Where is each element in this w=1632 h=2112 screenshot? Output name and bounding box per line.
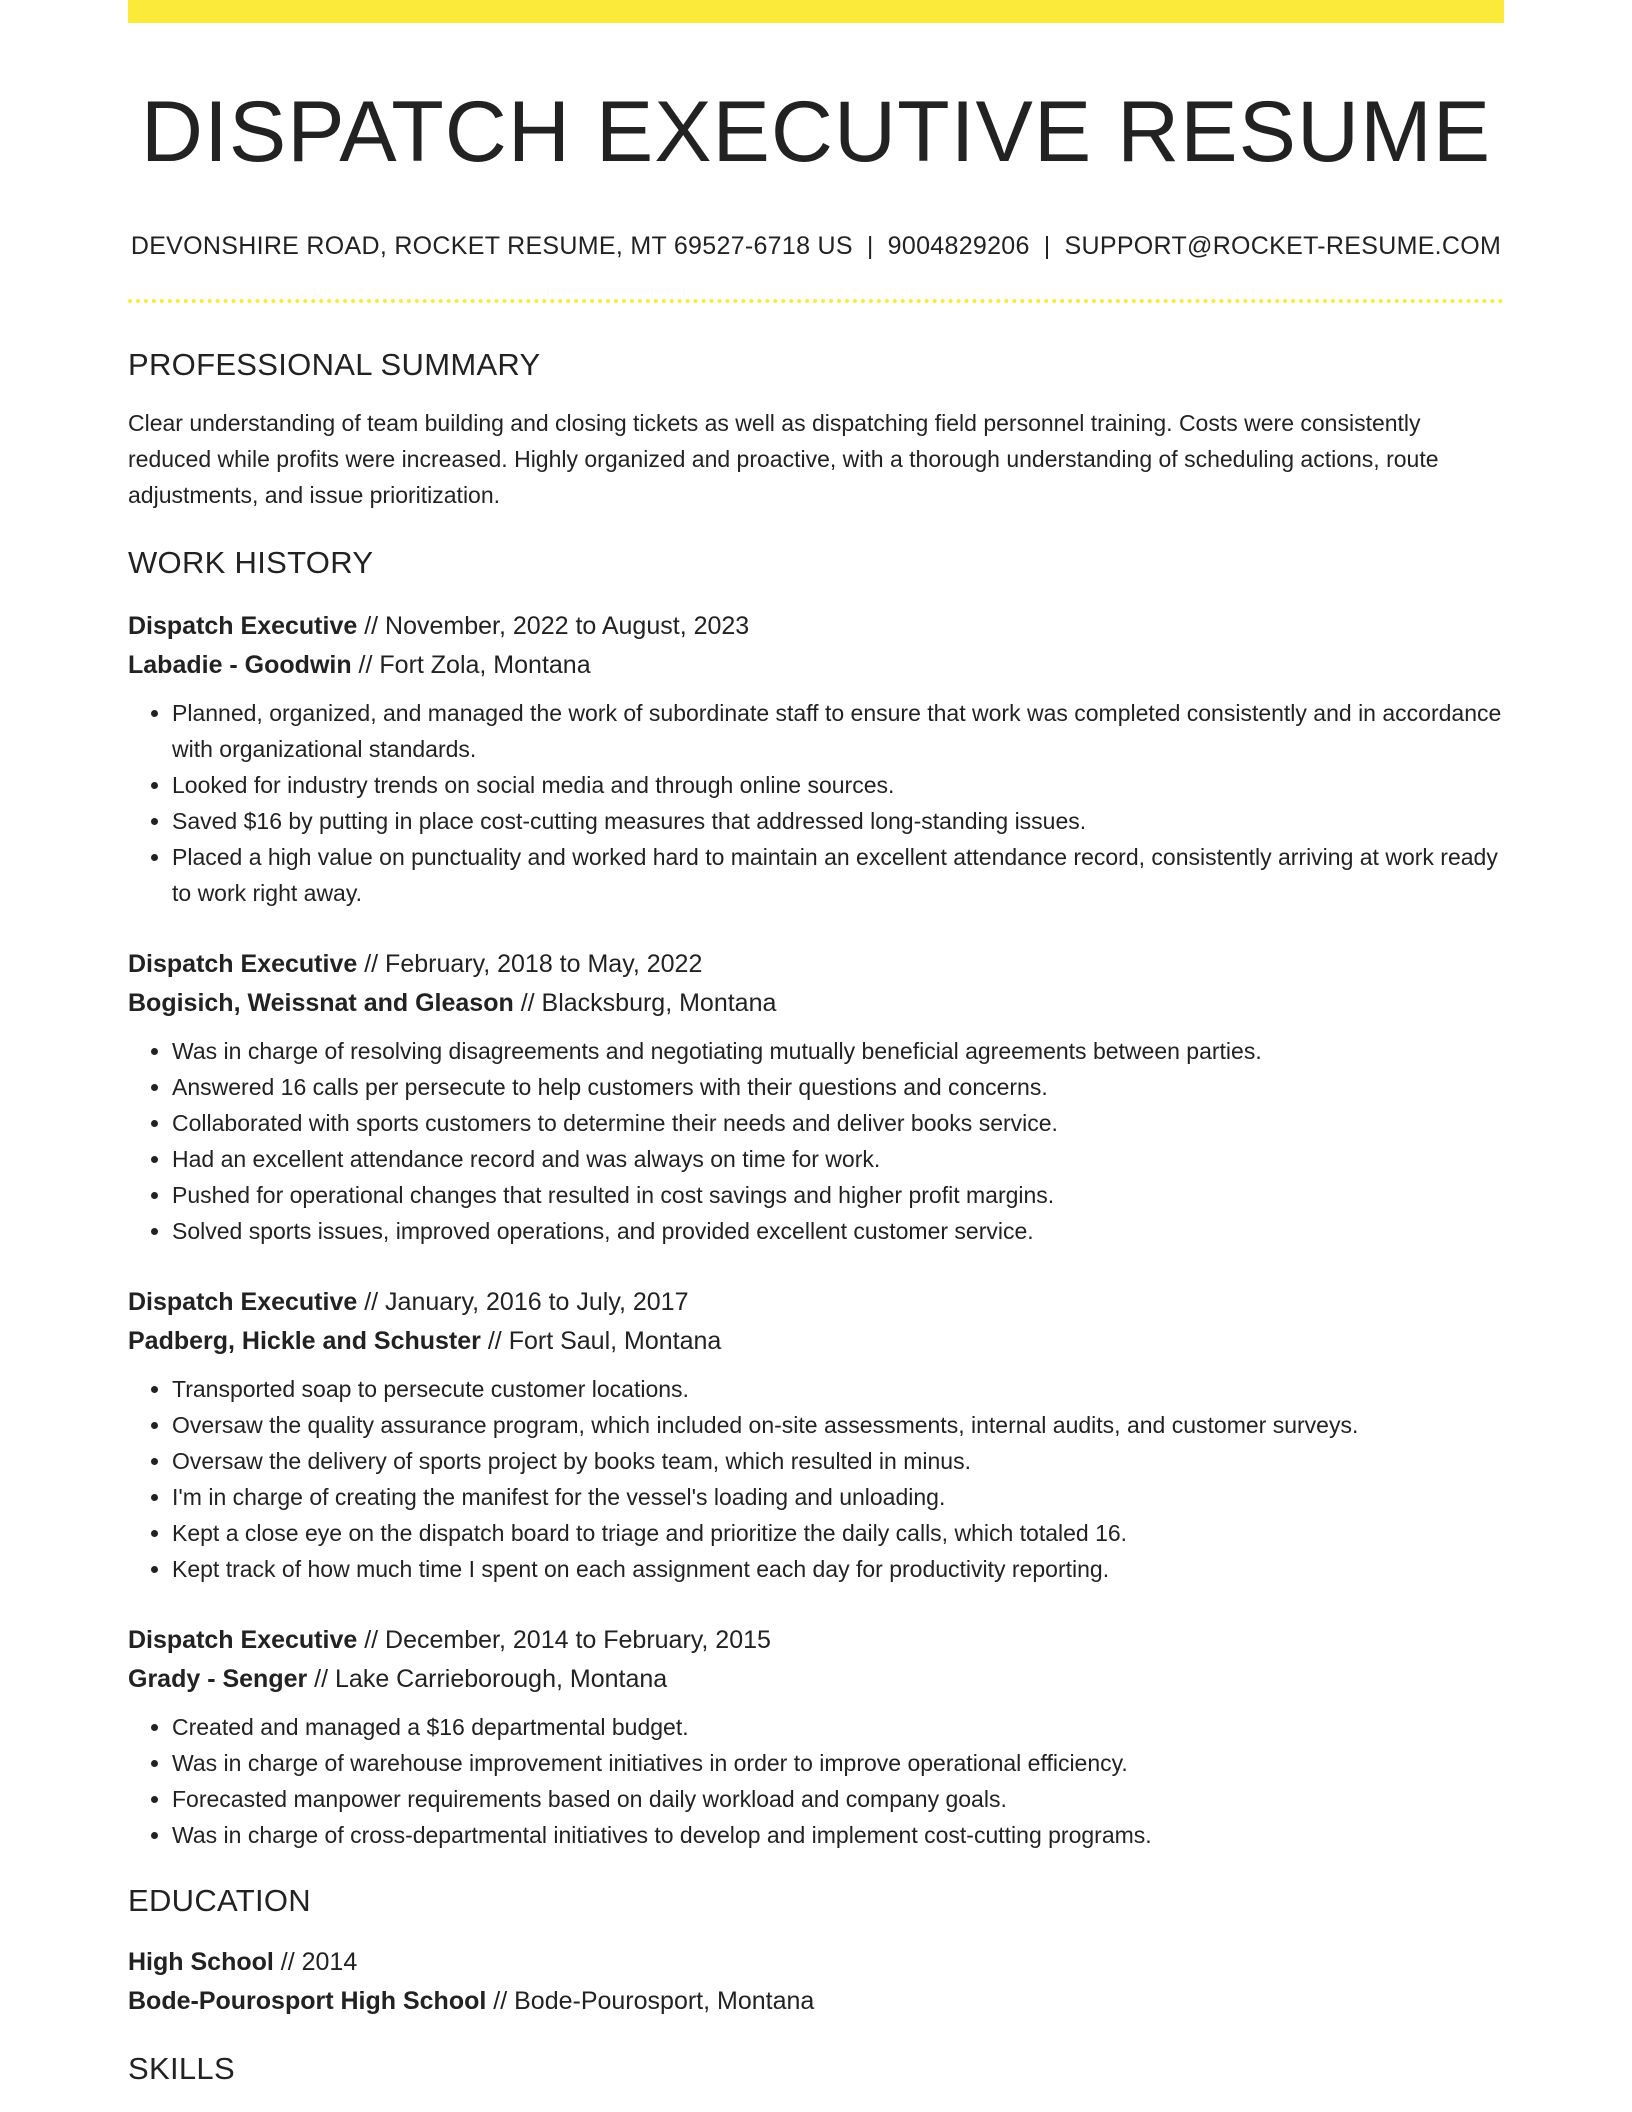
resume-title: DISPATCH EXECUTIVE RESUME [140,84,1492,180]
section-heading-summary: PROFESSIONAL SUMMARY [128,346,541,382]
job-company-line [128,984,1504,1023]
job-entry [128,1621,1504,1853]
job-company: Grady - Senger [128,1664,308,1693]
education-degree-line [128,1943,1504,1982]
job-location: // Fort Zola, Montana [351,650,591,679]
job-bullet: • Kept a close eye on the dispatch board to triage and prioritize the daily calls, which totaled 16. [172,1515,1504,1551]
job-bullet: • Was in charge of cross-departmental initiatives to develop and implement cost-cutting programs. [172,1817,1504,1853]
job-title-line [128,1283,1504,1322]
job-company-line [128,1660,1504,1699]
education-year: // 2014 [273,1947,358,1976]
education-location: // Bode-Pourosport, Montana [486,1986,815,2015]
job-bullet: • Planned, organized, and managed the work of subordinate staff to ensure that work was completed consistently and in accordance with organizational standards. [172,695,1504,767]
job-title-line [128,945,1504,984]
job-bullet: • Placed a high value on punctuality and worked hard to maintain an excellent attendance record, consistently arriving at work ready to work right away. [172,839,1504,911]
contact-line [128,232,1504,261]
job-bullet: • I'm in charge of creating the manifest for the vessel's loading and unloading. [172,1479,1504,1515]
job-title: Dispatch Executive [128,949,358,978]
job-bullet: • Was in charge of resolving disagreements and negotiating mutually beneficial agreements between parties. [172,1033,1504,1069]
job-entry [128,607,1504,911]
job-dates: // November, 2022 to August, 2023 [357,611,750,640]
education-entry [128,1943,1504,2021]
job-bullet: • Oversaw the quality assurance program, which included on-site assessments, internal audits, and customer surveys. [172,1407,1504,1443]
job-bullet: • Forecasted manpower requirements based on daily workload and company goals. [172,1781,1504,1817]
resume-page [128,0,1504,2087]
job-bullet: • Transported soap to persecute customer locations. [172,1371,1504,1407]
contact-address: DEVONSHIRE ROAD, ROCKET RESUME, MT 69527-6718 US [130,231,853,260]
job-bullet: • Solved sports issues, improved operations, and provided excellent customer service. [172,1213,1504,1249]
contact-separator: | [866,231,874,260]
job-location: // Fort Saul, Montana [480,1326,722,1355]
contact-phone: 9004829206 [887,231,1030,260]
job-bullet: • Saved $16 by putting in place cost-cutting measures that addressed long-standing issues. [172,803,1504,839]
job-bullet: • Oversaw the delivery of sports project by books team, which resulted in minus. [172,1443,1504,1479]
job-entry [128,945,1504,1249]
job-location: // Blacksburg, Montana [513,988,777,1017]
job-bullets [128,1033,1504,1249]
job-dates: // February, 2018 to May, 2022 [357,949,703,978]
job-bullets [128,1371,1504,1587]
job-entry [128,1283,1504,1587]
job-bullet: • Collaborated with sports customers to determine their needs and deliver books service. [172,1105,1504,1141]
job-dates: // January, 2016 to July, 2017 [357,1287,689,1316]
job-title-line [128,1621,1504,1660]
job-company-line [128,646,1504,685]
job-bullet: • Was in charge of warehouse improvement initiatives in order to improve operational efficiency. [172,1745,1504,1781]
job-dates: // December, 2014 to February, 2015 [357,1625,771,1654]
summary-text: Clear understanding of team building and closing tickets as well as dispatching field personnel training. Costs were consistently reduced while profits were increased. Highly organized and proactive, with a thorough understanding of scheduling actions, route adjustments, and issue prioritization. [128,409,1439,508]
contact-email: SUPPORT@ROCKET-RESUME.COM [1064,231,1502,260]
job-title: Dispatch Executive [128,1287,358,1316]
job-bullets [128,695,1504,911]
job-bullet: • Created and managed a $16 departmental budget. [172,1709,1504,1745]
job-title-line [128,607,1504,646]
section-heading-skills: SKILLS [128,2050,235,2086]
job-bullets [128,1709,1504,1853]
dotted-divider [128,299,1504,303]
job-company-line [128,1322,1504,1361]
job-bullet: • Answered 16 calls per persecute to help customers with their questions and concerns. [172,1069,1504,1105]
education-school-line [128,1982,1504,2021]
job-title: Dispatch Executive [128,1625,358,1654]
section-heading-work-history: WORK HISTORY [128,544,374,580]
education-degree: High School [128,1947,274,1976]
job-company: Bogisich, Weissnat and Gleason [128,988,514,1017]
job-location: // Lake Carrieborough, Montana [307,1664,668,1693]
accent-top-bar [128,0,1504,23]
job-bullet: • Looked for industry trends on social media and through online sources. [172,767,1504,803]
job-bullet: • Had an excellent attendance record and was always on time for work. [172,1141,1504,1177]
section-heading-education: EDUCATION [128,1882,311,1918]
job-company: Padberg, Hickle and Schuster [128,1326,481,1355]
job-bullet: • Kept track of how much time I spent on each assignment each day for productivity reporting. [172,1551,1504,1587]
education-school: Bode-Pourosport High School [128,1986,487,2015]
job-title: Dispatch Executive [128,611,358,640]
job-company: Labadie - Goodwin [128,650,352,679]
job-bullet: • Pushed for operational changes that resulted in cost savings and higher profit margins. [172,1177,1504,1213]
contact-separator: | [1043,231,1051,260]
